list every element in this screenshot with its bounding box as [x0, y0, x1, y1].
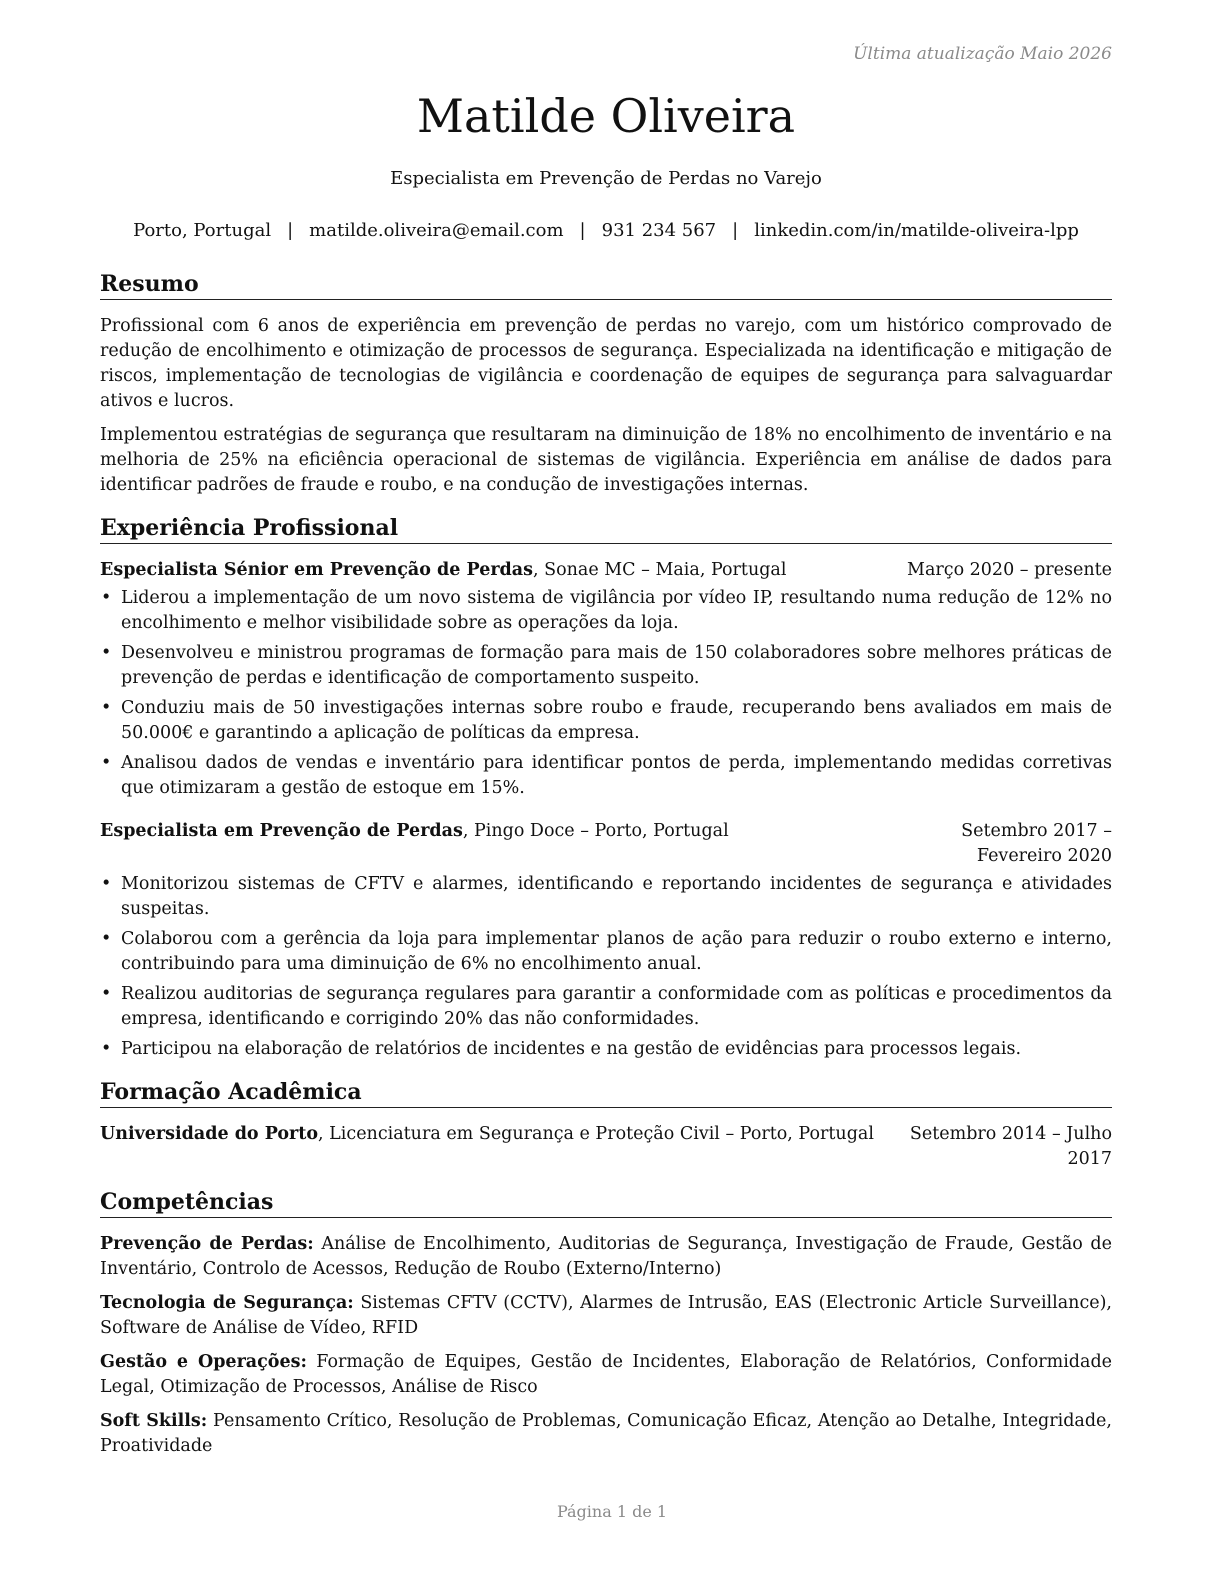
job-bullet: • Desenvolveu e ministrou programas de formação para mais de 150 colaboradores sobre melhores práticas de prevenção de perdas e identificação de comportamento suspeito. [100, 641, 1112, 691]
job-bullet: • Colaborou com a gerência da loja para implementar planos de ação para reduzir o roubo externo e interno, contribuindo para uma diminuição de 6% no encolhimento anual. [100, 927, 1112, 977]
job-entry [100, 558, 1112, 801]
contact-separator: | [732, 220, 739, 241]
summary-paragraph: Implementou estratégias de segurança que resultaram na diminuição de 18% no encolhimento de inventário e na melhoria de 25% na eficiência operacional de sistemas de vigilância. Experiência em análise de dados para identificar padrões de fraude e roubo, e na condução de investigações internas. [100, 425, 1112, 495]
skill-group-label: Tecnologia de Segurança: [100, 1293, 354, 1313]
section-heading-experience: Experiência Profissional [100, 514, 1112, 544]
summary-section [100, 270, 1112, 498]
skill-group [100, 1291, 1112, 1341]
skill-group [100, 1350, 1112, 1400]
contact-line [100, 220, 1112, 241]
education-section [100, 1078, 1112, 1172]
education-entry [100, 1122, 1112, 1172]
job-role: Especialista em Prevenção de Perdas [100, 821, 463, 841]
job-header [100, 819, 1112, 869]
education-institution: Universidade do Porto [100, 1124, 319, 1144]
skill-group-items: Sistemas CFTV (CCTV), Alarmes de Intrusão, EAS (Electronic Article Surveillance), Software de Análise de Vídeo, RFID [100, 1293, 1112, 1338]
contact-separator: | [287, 220, 294, 241]
last-updated: Última atualização Maio 2026 [853, 44, 1112, 64]
education-degree: , Licenciatura em Segurança e Proteção Civil – Porto, Portugal [318, 1124, 874, 1144]
skill-group-items: Pensamento Crítico, Resolução de Problemas, Comunicação Eficaz, Atenção ao Detalhe, Integridade, Proatividade [100, 1411, 1112, 1456]
skill-group-label: Soft Skills: [100, 1411, 208, 1431]
job-dates: Março 2020 – presente [907, 560, 1112, 580]
candidate-name: Matilde Oliveira [416, 89, 796, 143]
education-dates: Setembro 2014 – Julho 2017 [909, 1124, 1112, 1169]
resume-content [100, 270, 1112, 1468]
job-bullets [100, 586, 1112, 801]
summary-paragraph: Profissional com 6 anos de experiência em prevenção de perdas no varejo, com um histórico comprovado de redução de encolhimento e otimização de processos de segurança. Especializada na identificação e mitigação de riscos, implementação de tecnologias de vigilância e coordenação de equipes de segurança para salvaguardar ativos e lucros. [100, 316, 1112, 411]
job-bullet: • Monitorizou sistemas de CFTV e alarmes, identificando e reportando incidentes de segurança e atividades suspeitas. [100, 872, 1112, 922]
job-entry [100, 819, 1112, 1062]
section-heading-education: Formação Acadêmica [100, 1078, 1112, 1108]
job-company: , Sonae MC – Maia, Portugal [532, 560, 787, 580]
job-header [100, 558, 1112, 583]
job-bullet: • Participou na elaboração de relatórios de incidentes e na gestão de evidências para processos legais. [100, 1037, 1112, 1062]
job-company: , Pingo Doce – Porto, Portugal [462, 821, 729, 841]
skill-group-label: Prevenção de Perdas: [100, 1234, 314, 1254]
skill-group [100, 1409, 1112, 1459]
skills-section [100, 1188, 1112, 1459]
candidate-title: Especialista em Prevenção de Perdas no Varejo [390, 168, 822, 189]
contact-separator: | [579, 220, 586, 241]
page-number: Página 1 de 1 [556, 1502, 668, 1521]
contact-linkedin[interactable]: linkedin.com/in/matilde-oliveira-lpp [754, 220, 1079, 241]
skill-group-items: Análise de Encolhimento, Auditorias de Segurança, Investigação de Fraude, Gestão de Inventário, Controlo de Acessos, Redução de Roubo (Externo/Interno) [100, 1234, 1112, 1279]
contact-email[interactable]: matilde.oliveira@email.com [309, 220, 564, 241]
job-dates: Setembro 2017 – Fevereiro 2020 [961, 821, 1112, 866]
experience-section [100, 514, 1112, 1062]
job-bullet: • Realizou auditorias de segurança regulares para garantir a conformidade com as políticas e procedimentos da empresa, identificando e corrigindo 20% das não conformidades. [100, 982, 1112, 1032]
job-bullet: • Analisou dados de vendas e inventário para identificar pontos de perda, implementando medidas corretivas que otimizaram a gestão de estoque em 15%. [100, 751, 1112, 801]
section-heading-skills: Competências [100, 1188, 1112, 1218]
contact-phone: 931 234 567 [601, 220, 717, 241]
job-bullet: • Conduziu mais de 50 investigações internas sobre roubo e fraude, recuperando bens avaliados em mais de 50.000€ e garantindo a aplicação de políticas da empresa. [100, 696, 1112, 746]
job-role: Especialista Sénior em Prevenção de Perdas [100, 560, 533, 580]
job-bullets [100, 872, 1112, 1062]
skill-group-items: Formação de Equipes, Gestão de Incidentes, Elaboração de Relatórios, Conformidade Legal, Otimização de Processos, Análise de Risco [100, 1352, 1112, 1397]
skill-group [100, 1232, 1112, 1282]
skill-group-label: Gestão e Operações: [100, 1352, 307, 1372]
contact-location: Porto, Portugal [133, 220, 272, 241]
section-heading-summary: Resumo [100, 270, 1112, 300]
job-bullet: • Liderou a implementação de um novo sistema de vigilância por vídeo IP, resultando numa redução de 12% no encolhimento e melhor visibilidade sobre as operações da loja. [100, 586, 1112, 636]
